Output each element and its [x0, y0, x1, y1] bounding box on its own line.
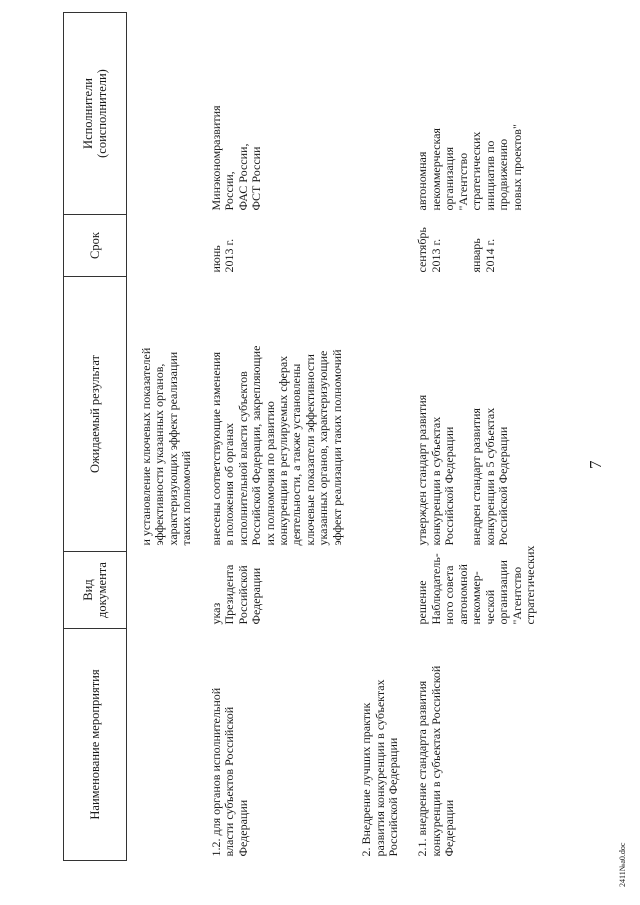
cell-expected-result: внесены соответствующие изменения в положения об органах исполнительной власти субъектов Российской Федерации, закрепляющие их полномочия по развитию конкуренции в регулируемых сферах деятельности, а также установлены ключевые показатели эффективности указанных органов, характеризующие эффект реализации таких полномочий	[208, 345, 344, 546]
table-row	[413, 13, 540, 861]
table-row	[207, 13, 347, 861]
cell-document-type	[137, 552, 197, 629]
cell-expected-result	[357, 277, 403, 552]
action-plan-table	[63, 12, 540, 861]
table-header-row	[64, 13, 127, 861]
document-code: 2411№а0.doc	[618, 842, 627, 887]
cell-executors	[357, 13, 403, 215]
header-activity-name: Наименование мероприятия	[64, 629, 127, 861]
cell-document-type: указ Президента Российской Федерации	[208, 564, 264, 625]
header-deadline: Срок	[64, 215, 127, 277]
cell-expected-result: и установление ключевых показателей эффективности указанных органов, характеризующих эффект реализации таких полномочий	[139, 347, 194, 546]
cell-deadline: сентябрь 2013 г. январь 2014 г.	[415, 227, 497, 273]
cell-activity-name	[137, 629, 197, 861]
cell-expected-result: утвержден стандарт развития конкуренции в субъектах Российской Федерации внедрен стандарт развития конкуренции в 5 субъектах Российской Федерации	[415, 394, 511, 546]
cell-activity-name: 2.1. внедрение стандарта развития конкуренции в субъектах Российской Федерации	[415, 665, 457, 857]
cell-document-type	[357, 552, 403, 629]
header-executors: Исполнители (соисполнители)	[64, 13, 127, 215]
cell-executors: Минэкономразвития России, ФАС России, ФСТ России	[208, 105, 264, 211]
table-row	[137, 13, 197, 861]
cell-executors	[137, 13, 197, 215]
cell-deadline: июнь 2013 г.	[208, 238, 237, 273]
table-row	[357, 13, 403, 861]
cell-activity-name: 1.2. для органов исполнительной власти субъектов Российской Федерации	[208, 687, 250, 857]
cell-deadline	[357, 215, 403, 277]
cell-executors: автономная некоммерческая организация "Агентство стратегических инициатив по продвижению новых проектов"	[415, 124, 524, 211]
header-expected-result: Ожидаемый результат	[64, 277, 127, 552]
cell-deadline	[137, 215, 197, 277]
cell-document-type: решение Наблюдатель- ного совета автономной некоммер- ческой организации "Агентство стратегических	[415, 545, 537, 625]
cell-activity-name: 2. Внедрение лучших практик развития конкуренции в субъектах Российской Федерации	[359, 679, 400, 857]
header-document-type: Вид документа	[64, 552, 127, 629]
page-number: 7	[586, 460, 605, 469]
